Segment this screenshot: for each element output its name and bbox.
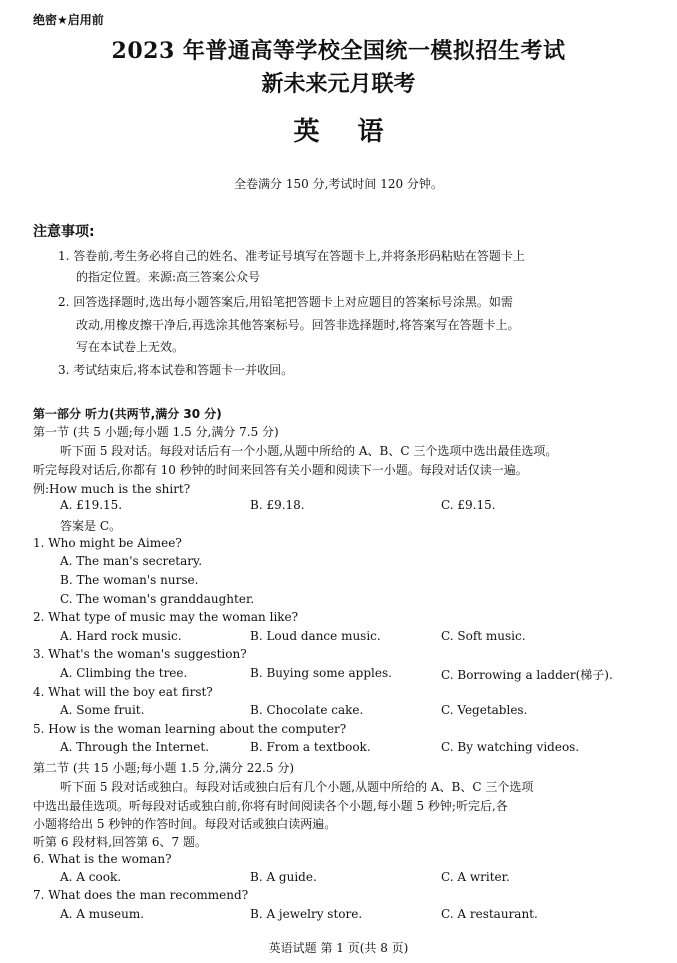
option-b: B. Buying some apples. [250, 666, 392, 680]
option-a: A. A museum. [60, 907, 145, 921]
option-c: C. £9.15. [441, 498, 496, 512]
option-c: C. A restaurant. [441, 907, 538, 921]
option-a: A. Through the Internet. [60, 740, 210, 754]
score-info: 全卷满分 150 分,考试时间 120 分钟。 [234, 177, 443, 191]
confidential-label: 绝密★启用前 [33, 13, 104, 27]
section2-heading: 第二节 (共 15 小题;每小题 1.5 分,满分 22.5 分) [33, 761, 294, 775]
option-c: C. A writer. [441, 870, 510, 884]
option-a: A. A cook. [60, 870, 122, 884]
question: 4. What will the boy eat first? [33, 685, 213, 699]
question: 2. What type of music may the woman like? [33, 610, 299, 624]
option-a: A. The man's secretary. [60, 554, 203, 568]
page-footer: 英语试题 第 1 页(共 8 页) [268, 941, 409, 955]
section2-intro: 小题将给出 5 秒钟的作答时间。每段对话或独白读两遍。 [33, 817, 337, 831]
option-c: C. Soft music. [441, 629, 526, 643]
example-answer: 答案是 C。 [60, 519, 121, 533]
example-question: 例:How much is the shirt? [33, 482, 191, 496]
option-a: A. Climbing the tree. [60, 666, 188, 680]
section2-intro: 听下面 5 段对话或独白。每段对话或独白后有几个小题,从题中所给的 A、B、C 三个选项 [60, 780, 534, 794]
question: 5. How is the woman learning about the computer? [33, 722, 347, 736]
option-c: C. Borrowing a ladder(梯子). [441, 668, 613, 682]
question: 6. What is the woman? [33, 852, 172, 866]
notice-heading: 注意事项: [33, 224, 95, 240]
exam-title: 2023 年普通高等学校全国统一模拟招生考试 [111, 38, 566, 64]
exam-subtitle: 新未来元月联考 [261, 71, 416, 97]
option-a: A. Hard rock music. [60, 629, 182, 643]
section1-intro: 听完每段对话后,你都有 10 秒钟的时间来回答有关小题和阅读下一小题。每段对话仅读一遍。 [33, 463, 528, 477]
option-b: B. From a textbook. [250, 740, 371, 754]
notice-line: 的指定位置。来源:高三答案公众号 [76, 270, 261, 284]
subject-title: 英语 [293, 117, 422, 147]
notice-line: 3. 考试结束后,将本试卷和答题卡一并收回。 [58, 363, 294, 377]
option-b: B. Loud dance music. [250, 629, 381, 643]
option-c: C. The woman's granddaughter. [60, 592, 255, 606]
section2-intro: 听第 6 段材料,回答第 6、7 题。 [33, 835, 207, 849]
section1-heading: 第一节 (共 5 小题;每小题 1.5 分,满分 7.5 分) [33, 425, 279, 439]
section1-intro: 听下面 5 段对话。每段对话后有一个小题,从题中所给的 A、B、C 三个选项中选出最佳选项。 [60, 444, 558, 458]
option-b: B. Chocolate cake. [250, 703, 364, 717]
question: 1. Who might be Aimee? [33, 536, 182, 550]
notice-line: 2. 回答选择题时,选出每小题答案后,用铅笔把答题卡上对应题目的答案标号涂黑。如需 [58, 295, 513, 309]
option-b: B. A jewelry store. [250, 907, 363, 921]
option-a: A. Some fruit. [60, 703, 145, 717]
question: 7. What does the man recommend? [33, 888, 249, 902]
option-c: C. Vegetables. [441, 703, 528, 717]
question: 3. What's the woman's suggestion? [33, 647, 247, 661]
option-c: C. By watching videos. [441, 740, 580, 754]
notice-line: 改动,用橡皮擦干净后,再选涂其他答案标号。回答非选择题时,将答案写在答题卡上。 [76, 318, 520, 332]
option-b: B. A guide. [250, 870, 317, 884]
option-b: B. The woman's nurse. [60, 573, 199, 587]
notice-line: 1. 答卷前,考生务必将自己的姓名、准考证号填写在答题卡上,并将条形码粘贴在答题卡上 [58, 249, 525, 263]
option-a: A. £19.15. [60, 498, 123, 512]
section2-intro: 中选出最佳选项。听每段对话或独白前,你将有时间阅读各个小题,每小题 5 秒钟;听完后,各 [33, 799, 508, 813]
option-b: B. £9.18. [250, 498, 305, 512]
notice-line: 写在本试卷上无效。 [76, 340, 185, 354]
part1-heading: 第一部分 听力(共两节,满分 30 分) [33, 407, 222, 421]
